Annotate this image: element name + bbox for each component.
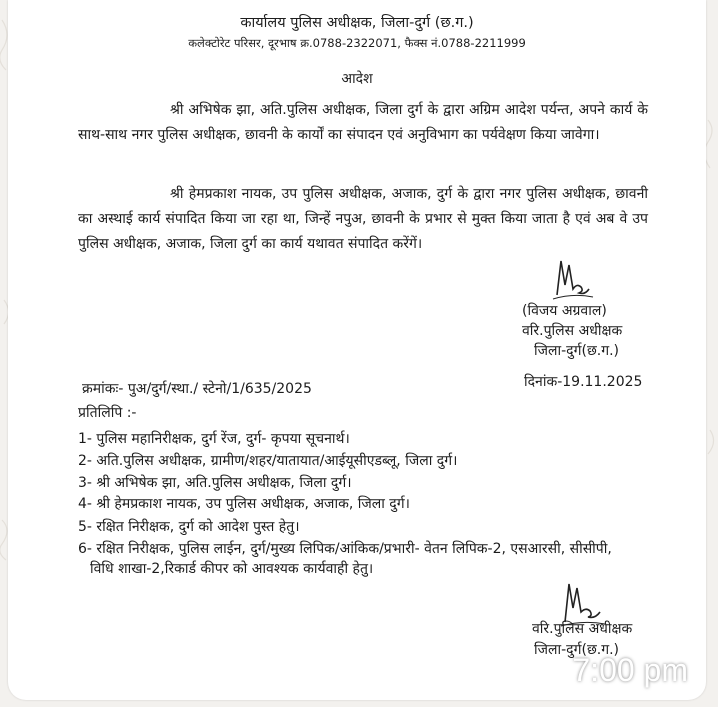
order-paragraph-1: श्री अभिषेक झा, अति.पुलिस अधीक्षक, जिला दुर्ग के द्वारा अग्रिम आदेश पर्यन्त, अपने कार्य के साथ-साथ नगर पुलिस अधीक्षक, छावनी के कार्यों का संपादन एवं अनुविभाग का पर्यवेक्षण किया जावेगा। [78,102,648,143]
office-address: कलेक्टोरेट परिसर, दूरभाष क्र.0788-2322071, फैक्स नं.0788-2211999 [188,36,526,50]
copy-to-label: प्रतिलिपि :- [78,405,137,421]
copy-item-2: 2- अति.पुलिस अधीक्षक, ग्रामीण/शहर/यातायात/आईयूसीएडब्लू, जिला दुर्ग। [78,453,458,469]
copy-item-6: 6- रक्षित निरीक्षक, पुलिस लाईन, दुर्ग/मुख्य लिपिक/आंकिक/प्रभारी- वेतन लिपिक-2, एसआरसी, सीसीपी, [78,541,612,557]
signatory-2-designation: वरि.पुलिस अधीक्षक [532,621,633,637]
order-paragraph-2: श्री हेमप्रकाश नायक, उप पुलिस अधीक्षक, अजाक, दुर्ग के द्वारा नगर पुलिस अधीक्षक, छावनी का अस्थाई कार्य संपादित किया जा रहा था, जिन्हें नपुअ, छावनी के प्रभार से मुक्त किया जाता है एवं अब वे उप पुलिस अधीक्षक, अजाक, जिला दुर्ग का कार्य यथावत संपादित करेंगें। [78,186,648,252]
document-page [8,0,706,700]
copy-item-1: 1- पुलिस महानिरीक्षक, दुर्ग रेंज, दुर्ग- कृपया सूचनार्थ। [78,431,350,447]
signatory-district: जिला-दुर्ग(छ.ग.) [534,343,620,359]
signatory-2-district: जिला-दुर्ग(छ.ग.) [534,642,620,658]
order-title: आदेश [341,71,373,87]
copy-item-4: 4- श्री हेमप्रकाश नायक, उप पुलिस अधीक्षक, अजाक, जिला दुर्ग। [78,496,410,512]
message-timestamp: 7:00 pm [572,652,688,688]
signature-1 [543,255,603,305]
copy-item-3: 3- श्री अभिषेक झा, अति.पुलिस अधीक्षक, जिला दुर्ग। [78,475,352,491]
copy-item-6-continued: विधि शाखा-2,रिकार्ड कीपर को आवश्यक कार्यवाही हेतु। [90,561,374,577]
copy-item-5: 5- रक्षित निरीक्षक, दुर्ग को आदेश पुस्त हेतु। [78,519,300,535]
signatory-designation: वरि.पुलिस अधीक्षक [522,323,623,339]
order-date: दिनांक-19.11.2025 [524,374,643,390]
reference-number: क्रमांकः- पुअ/दुर्ग/स्था./ स्टेनो/1/635/2025 [82,381,312,397]
signatory-name: (विजय अग्रवाल) [522,303,607,319]
office-header: कार्यालय पुलिस अधीक्षक, जिला-दुर्ग (छ.ग.) [240,15,474,31]
